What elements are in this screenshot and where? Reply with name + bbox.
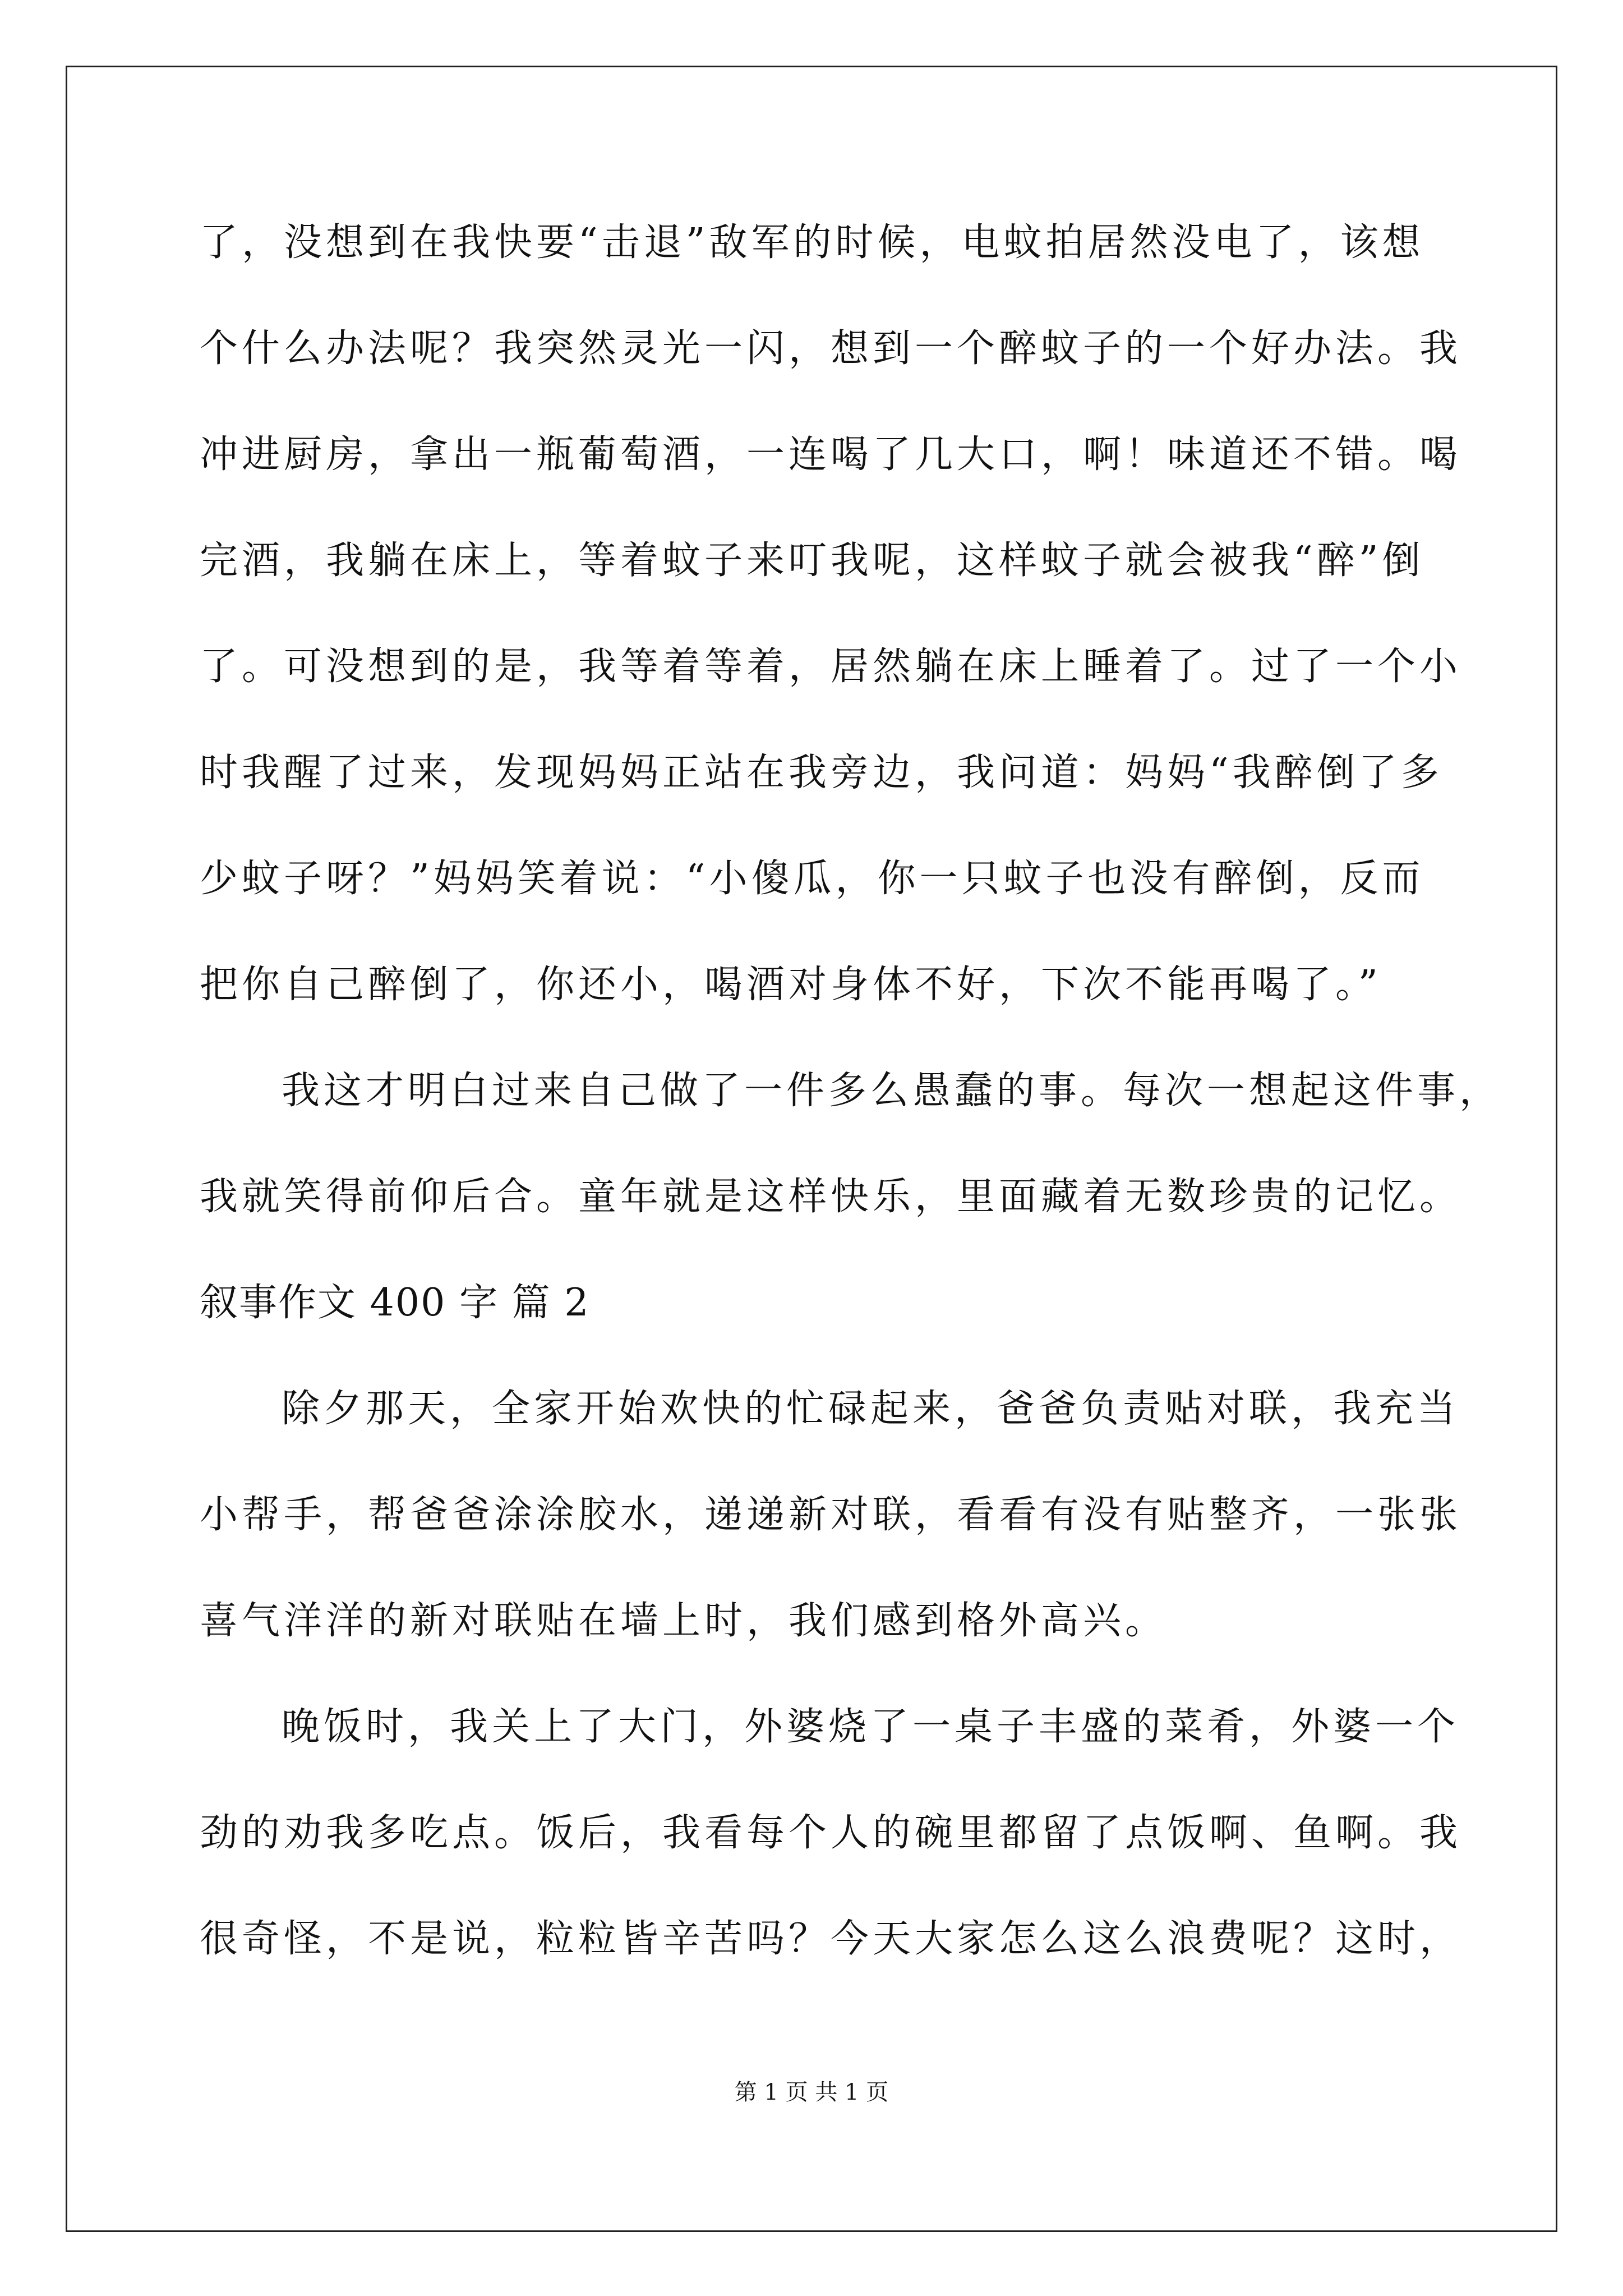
text-line: 了。可没想到的是，我等着等着，居然躺在床上睡着了。过了一个小: [200, 645, 1462, 689]
document-body: [200, 212, 1502, 2014]
page-number-footer: 第 1 页 共 1 页: [734, 2079, 889, 2105]
text-line: 我就笑得前仰后合。童年就是这样快乐，里面藏着无数珍贵的记忆。: [200, 1175, 1462, 1219]
text-line: 时我醒了过来，发现妈妈正站在我旁边，我问道：妈妈“我醉倒了多: [200, 751, 1443, 795]
text-line: 冲进厨房，拿出一瓶葡萄酒，一连喝了几大口，啊！味道还不错。喝: [200, 432, 1462, 477]
paragraph-start-line: 我这才明白过来自己做了一件多么愚蠢的事。每次一想起这件事，: [282, 1069, 1502, 1113]
text-line: 少蚊子呀？”妈妈笑着说：“小傻瓜，你一只蚊子也没有醉倒，反而: [200, 857, 1424, 901]
text-line: 很奇怪，不是说，粒粒皆辛苦吗？今天大家怎么这么浪费呢？这时，: [200, 1917, 1462, 1961]
text-line: 喜气洋洋的新对联贴在墙上时，我们感到格外高兴。: [200, 1599, 1168, 1643]
paragraph-start-line: 晚饭时，我关上了大门，外婆烧了一桌子丰盛的菜肴，外婆一个: [282, 1705, 1460, 1749]
text-line: 了，没想到在我快要“击退”敌军的时候，电蚊拍居然没电了，该想: [200, 220, 1424, 265]
paragraph-start-line: 除夕那天，全家开始欢快的忙碌起来，爸爸负责贴对联，我充当: [282, 1387, 1460, 1431]
text-line: 把你自己醉倒了，你还小，喝酒对身体不好，下次不能再喝了。”: [200, 963, 1382, 1007]
text-line: 小帮手，帮爸爸涂涂胶水，递递新对联，看看有没有贴整齐，一张张: [200, 1493, 1462, 1537]
text-line: 个什么办法呢？我突然灵光一闪，想到一个醉蚊子的一个好办法。我: [200, 326, 1462, 371]
text-line: 劲的劝我多吃点。饭后，我看每个人的碗里都留了点饭啊、鱼啊。我: [200, 1811, 1462, 1855]
section-heading: 叙事作文 400 字 篇 2: [200, 1281, 590, 1325]
text-line: 完酒，我躺在床上，等着蚊子来叮我呢，这样蚊子就会被我“醉”倒: [200, 539, 1424, 583]
